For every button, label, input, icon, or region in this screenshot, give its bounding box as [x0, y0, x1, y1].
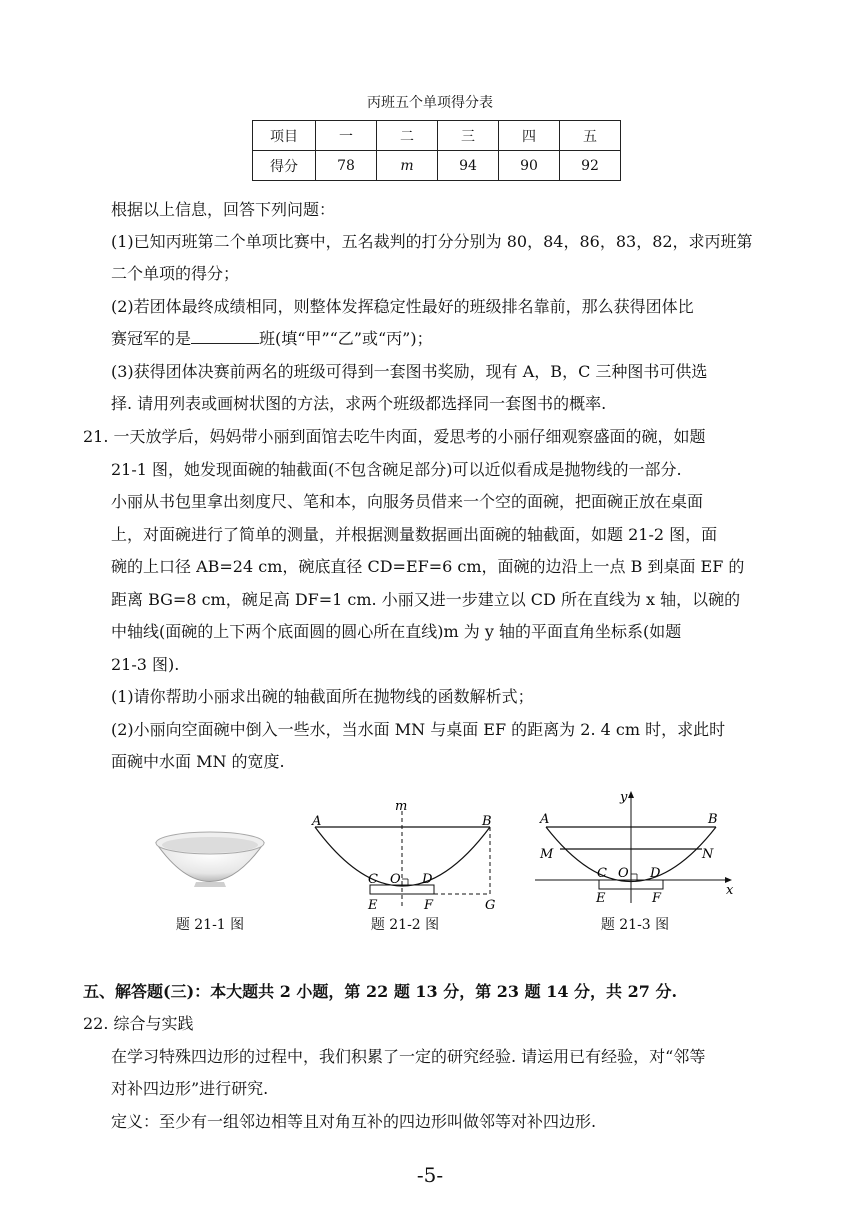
label-F: F: [424, 898, 434, 913]
table-cell: 90: [499, 151, 560, 181]
table-cell: 五: [560, 121, 621, 151]
q21-line3: 小丽从书包里拿出刻度尺、笔和本，向服务员借来一个空的面碗，把面碗正放在桌面: [111, 492, 704, 511]
q21-line8: 21-3 图).: [111, 655, 180, 674]
q21-line2: 21-1 图，她发现面碗的轴截面(不包含碗足部分)可以近似看成是抛物线的一部分.: [111, 460, 682, 479]
figure-21-2: [300, 795, 510, 915]
label-F: F: [652, 891, 662, 906]
label-E: E: [368, 898, 378, 913]
q20-part3-line1: (3)获得团体决赛前两名的班级可得到一套图书奖励，现有 A，B，C 三种图书可供选: [111, 362, 708, 381]
q20-part2-pre: 赛冠军的是: [111, 329, 192, 348]
label-m: m: [395, 799, 408, 814]
answer-blank[interactable]: [191, 329, 259, 344]
q20-part2-line2: [111, 329, 433, 349]
score-table: [252, 120, 621, 181]
q21-line4: 上，对面碗进行了简单的测量，并根据测量数据画出面碗的轴截面，如题 21-2 图，面: [111, 525, 718, 544]
q20-part2-post: 班(填“甲”“乙”或“丙”)；: [259, 329, 433, 348]
label-C: C: [597, 866, 607, 881]
figure-21-3-caption: 题 21-3 图: [600, 917, 670, 933]
table-cell: 二: [377, 121, 438, 151]
section-heading: 五、解答题(三)：本大题共 2 小题，第 22 题 13 分，第 23 题 14 分，共 27 分.: [83, 982, 678, 1001]
label-D: D: [650, 866, 661, 881]
table-cell: 78: [316, 151, 377, 181]
table-header-row: [253, 121, 621, 151]
label-C: C: [368, 872, 378, 887]
label-E: E: [596, 891, 606, 906]
label-B: B: [482, 814, 492, 829]
table-cell: 项目: [253, 121, 316, 151]
q20-intro: 根据以上信息，回答下列问题：: [111, 200, 336, 219]
q21-line1: 21. 一天放学后，妈妈带小丽到面馆去吃牛肉面，爱思考的小丽仔细观察盛面的碗，如题: [83, 427, 706, 446]
q21-line5: 碗的上口径 AB=24 cm，碗底直径 CD=EF=6 cm，面碗的边沿上一点 B 到桌面 EF 的: [111, 557, 745, 576]
q20-part2-line1: (2)若团体最终成绩相同，则整体发挥稳定性最好的班级排名靠前，那么获得团体比: [111, 297, 694, 316]
q22-line2: 对补四边形”进行研究.: [111, 1079, 269, 1098]
label-M: M: [540, 847, 554, 862]
table-cell: 四: [499, 121, 560, 151]
label-O: O: [390, 872, 401, 887]
label-y: y: [620, 790, 628, 805]
table-row: [253, 151, 621, 181]
label-G: G: [485, 898, 496, 913]
label-D: D: [422, 872, 433, 887]
table-cell: 三: [438, 121, 499, 151]
table-cell: 92: [560, 151, 621, 181]
q20-part3-line2: 择. 请用列表或画树状图的方法，求两个班级都选择同一套图书的概率.: [111, 394, 607, 413]
q21-part2-line2: 面碗中水面 MN 的宽度.: [111, 752, 285, 771]
q21-line6: 距离 BG=8 cm，碗足高 DF=1 cm. 小丽又进一步建立以 CD 所在直线为 x 轴，以碗的: [111, 590, 741, 609]
page-number: -5-: [416, 1163, 444, 1187]
figure-21-1-caption: 题 21-1 图: [175, 917, 245, 933]
q21-line7: 中轴线(面碗的上下两个底面圆的圆心所在直线)m 为 y 轴的平面直角坐标系(如题: [111, 622, 682, 641]
label-A: A: [312, 814, 322, 829]
q21-part2-line1: (2)小丽向空面碗中倒入一些水，当水面 MN 与桌面 EF 的距离为 2. 4 cm 时，求此时: [111, 720, 726, 739]
table-cell: 一: [316, 121, 377, 151]
table-cell: 得分: [253, 151, 316, 181]
table-title: 丙班五个单项得分表: [367, 95, 493, 111]
table-cell: 94: [438, 151, 499, 181]
q22-line1: 在学习特殊四边形的过程中，我们积累了一定的研究经验. 请运用已有经验，对“邻等: [111, 1047, 706, 1066]
q20-part1-line1: (1)已知丙班第二个单项比赛中，五名裁判的打分分别为 80，84，86，83，82，求丙班第: [111, 232, 753, 251]
q22-definition: 定义：至少有一组邻边相等且对角互补的四边形叫做邻等对补四边形.: [111, 1112, 597, 1131]
table-cell: m: [377, 151, 438, 181]
label-A: A: [540, 812, 550, 827]
label-x: x: [726, 883, 734, 898]
q21-part1: (1)请你帮助小丽求出碗的轴截面所在抛物线的函数解析式；: [111, 687, 534, 706]
label-B: B: [708, 812, 718, 827]
figure-21-2-caption: 题 21-2 图: [370, 917, 440, 933]
q22-title: 22. 综合与实践: [83, 1014, 194, 1033]
figure-21-3: [530, 788, 740, 910]
q20-part1-line2: 二个单项的得分；: [111, 264, 240, 283]
bowl-photo: [150, 825, 270, 895]
label-N: N: [702, 847, 714, 862]
label-O: O: [618, 866, 629, 881]
